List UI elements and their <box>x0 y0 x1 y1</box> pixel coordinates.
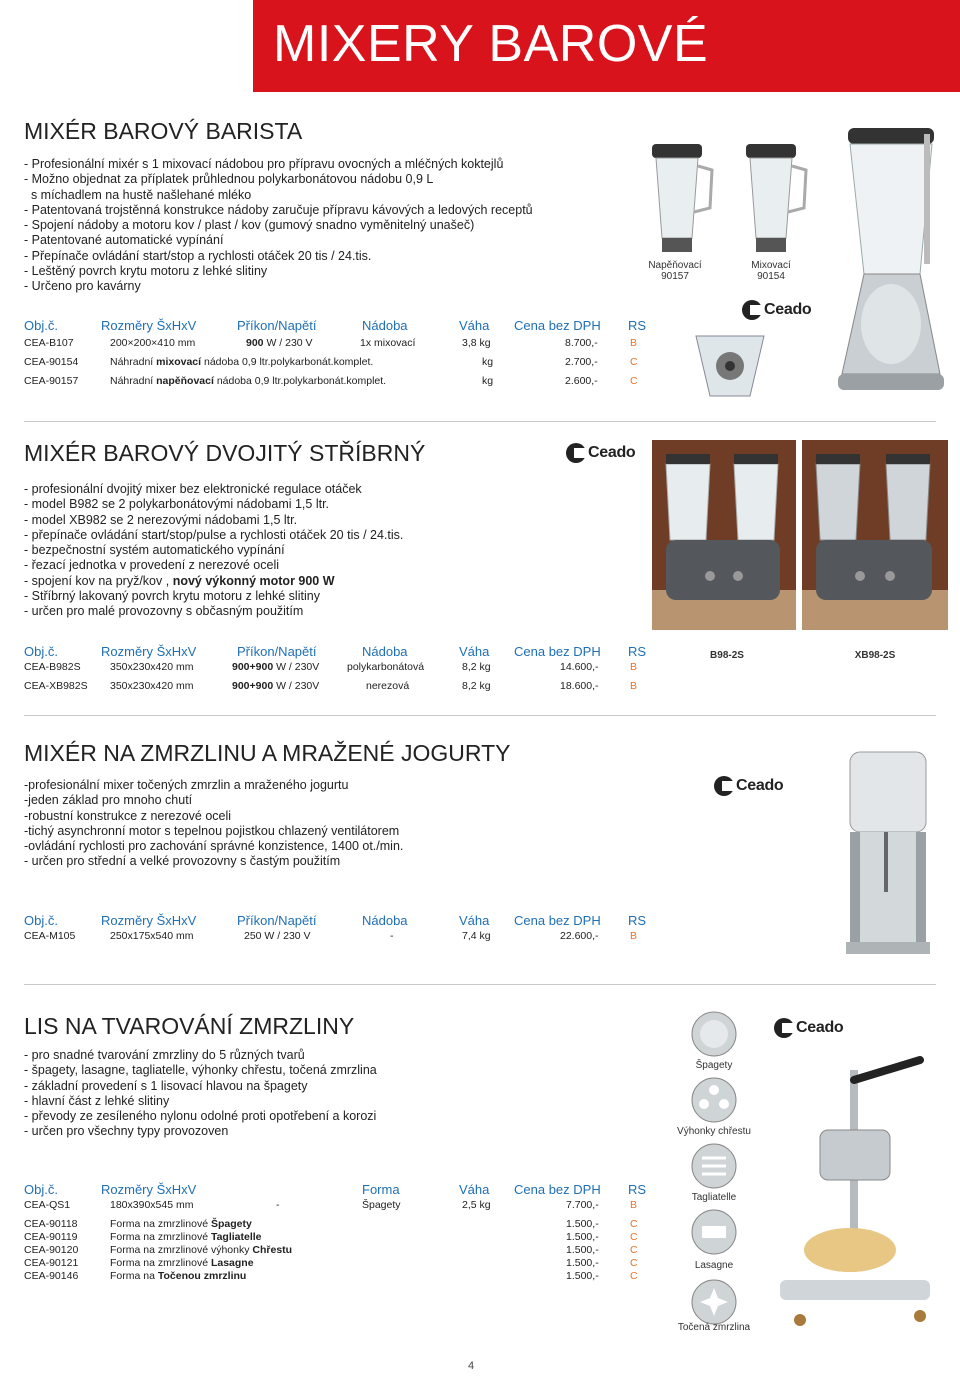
col-obj: Obj.č. <box>24 318 58 333</box>
ceado-logo-icon <box>774 1018 794 1038</box>
col-price: Cena bez DPH <box>514 318 601 333</box>
row-desc <box>110 375 386 387</box>
brand-name: Ceado <box>764 301 812 318</box>
caption-code: 90154 <box>757 271 785 282</box>
list-item: s míchadlem na hustě našlehané mléko <box>24 187 252 202</box>
col-power: Příkon/Napětí <box>237 913 317 928</box>
row-code: CEA-B982S <box>24 661 81 673</box>
row-power: 250 W / 230 V <box>244 930 311 942</box>
row-desc <box>110 1218 252 1230</box>
caption-code: 90157 <box>661 271 689 282</box>
list-item: -robustní konstrukce z nerezové oceli <box>24 808 232 823</box>
caption-frothing <box>630 260 720 282</box>
row-rs: C <box>630 1257 638 1269</box>
row-rs: C <box>630 1218 638 1230</box>
list-item: - základní provedení s 1 lisovací hlavou na špagety <box>24 1078 308 1093</box>
list-item: - model B982 se 2 polykarbonátovými nádobami 1,5 ltr. <box>24 497 330 512</box>
disc-spaghetti-image <box>690 1010 738 1058</box>
row-rs: C <box>630 1270 638 1282</box>
ice-cream-press-image <box>770 1050 950 1340</box>
b982s-image <box>652 440 796 630</box>
caption-mixing <box>726 260 816 282</box>
row-price: 2.600,- <box>565 375 598 387</box>
list-item: - Přepínače ovládání start/stop a rychlosti otáček 20 tis / 24.tis. <box>24 248 372 263</box>
disc-tagliatelle-image <box>690 1142 738 1190</box>
row-rs: B <box>630 337 638 349</box>
page-number: 4 <box>468 1360 475 1372</box>
list-item: - přepínače ovládání start/stop/pulse a rychlosti otáček 20 tis / 24.tis. <box>24 527 404 542</box>
disc-asparagus-image <box>690 1076 738 1124</box>
barista-mixer-image <box>828 124 952 402</box>
row-code: CEA-90121 <box>24 1257 79 1269</box>
list-item: - Určeno pro kavárny <box>24 279 141 294</box>
row-power-bold: 900 <box>246 337 264 349</box>
list-item: - Stříbrný lakovaný povrch krytu motoru z lehké slitiny <box>24 589 320 604</box>
row-power: - <box>276 1199 280 1211</box>
xb982s-image <box>802 440 948 630</box>
row-form: Špagety <box>362 1199 401 1211</box>
row-desc <box>110 1244 292 1256</box>
col-form: Forma <box>362 1182 400 1197</box>
row-code: CEA-90146 <box>24 1270 79 1282</box>
col-vessel: Nádoba <box>362 913 408 928</box>
disc-swirl-image <box>690 1278 738 1326</box>
col-dims: Rozměry ŠxHxV <box>101 318 197 333</box>
list-item: - Profesionální mixér s 1 mixovací nádobou pro přípravu ovocných a mléčných koktejlů <box>24 157 504 171</box>
col-rs: RS <box>628 1182 647 1197</box>
list-item: - Patentované automatické vypínání <box>24 233 224 248</box>
row-vessel: 1x mixovací <box>360 337 416 349</box>
caption-disc: Tagliatelle <box>691 1192 737 1203</box>
col-weight: Váha <box>459 318 490 333</box>
disc-lasagne-image <box>690 1208 738 1256</box>
row-vessel: nerezová <box>366 680 410 692</box>
row-rs: B <box>630 680 638 692</box>
row-weight: 2,5 kg <box>462 1199 491 1211</box>
row-code: CEA-90157 <box>24 375 79 387</box>
caption-xb982s: XB98-2S <box>854 650 896 661</box>
row-power-rest: W / 230V <box>273 661 320 673</box>
caption-disc: Výhonky chřestu <box>677 1126 751 1137</box>
row-dims: 250x175x540 mm <box>110 930 194 942</box>
row-desc-pre: Forma na zmrzlinové <box>110 1218 211 1230</box>
list-item: - Možno objednat za příplatek průhlednou polykarbonátovou nádobu 0,9 L <box>24 172 434 187</box>
list-item: - špagety, lasagne, tagliatelle, výhonky chřestu, točená zmrzlina <box>24 1063 377 1078</box>
row-desc <box>110 356 373 368</box>
list-item: - určen pro malé provozovny s občasným použitím <box>24 604 304 619</box>
barista-features <box>24 157 533 295</box>
col-obj: Obj.č. <box>24 1182 58 1197</box>
lis-features <box>24 1048 377 1140</box>
list-item: - Leštěný povrch krytu motoru z lehké slitiny <box>24 264 268 279</box>
caption-disc: Lasagne <box>694 1260 734 1271</box>
row-desc-bold: Točenou zmrzlinu <box>157 1270 247 1282</box>
row-vessel: - <box>390 930 394 942</box>
list-item: -tichý asynchronní motor s tepelnou pojistkou chlazený ventilátorem <box>24 823 400 838</box>
col-price: Cena bez DPH <box>514 1182 601 1197</box>
row-code: CEA-QS1 <box>24 1199 71 1211</box>
row-dims: 350x230x420 mm <box>110 661 194 673</box>
row-power <box>246 337 313 349</box>
list-item: -ovládání rychlosti pro zachování správné konzistence, 1400 ot./min. <box>24 839 404 854</box>
section-divider <box>24 421 936 422</box>
row-power-rest: W / 230V <box>273 680 320 692</box>
brand-name: Ceado <box>736 777 784 794</box>
row-desc <box>110 1270 246 1282</box>
ceado-logo <box>714 776 783 796</box>
caption-name: Mixovací <box>751 260 791 271</box>
row-desc-post: nádoba 0,9 ltr.polykarbonát.komplet. <box>213 375 387 387</box>
list-item: - pro snadné tvarování zmrzliny do 5 různých tvarů <box>24 1048 305 1062</box>
list-item: - hlavní část z lehké slitiny <box>24 1093 170 1108</box>
row-desc-bold: Chřestu <box>252 1244 293 1256</box>
row-weight: 7,4 kg <box>462 930 491 942</box>
row-price: 1.500,- <box>566 1244 599 1256</box>
row-price: 1.500,- <box>566 1218 599 1230</box>
section-divider <box>24 715 936 716</box>
row-desc-pre: Forma na zmrzlinové <box>110 1257 211 1269</box>
row-code: CEA-90118 <box>24 1218 78 1230</box>
row-desc-pre: Forma na zmrzlinové <box>110 1231 211 1243</box>
mixing-head-image <box>690 316 770 406</box>
row-desc-pre: Náhradní <box>110 356 157 368</box>
row-power <box>232 680 319 692</box>
col-obj: Obj.č. <box>24 913 58 928</box>
col-weight: Váha <box>459 913 490 928</box>
row-rs: C <box>630 356 638 368</box>
yogurt-mixer-image <box>830 742 940 962</box>
row-code: CEA-B107 <box>24 337 74 349</box>
row-price: 1.500,- <box>566 1231 599 1243</box>
section-title-barista: MIXÉR BAROVÝ BARISTA <box>24 118 303 144</box>
list-item: -profesionální mixer točených zmrzlin a mraženého jogurtu <box>24 778 349 792</box>
col-price: Cena bez DPH <box>514 913 601 928</box>
row-price: 2.700,- <box>565 356 598 368</box>
row-desc-bold: mixovací <box>156 356 202 368</box>
section-title-zmrzlina: MIXÉR NA ZMRZLINU A MRAŽENÉ JOGURTY <box>24 740 511 766</box>
list-item-bold: nový výkonný motor 900 W <box>172 573 335 588</box>
ceado-logo-icon <box>566 443 586 463</box>
banner-title: MIXERY BAROVÉ <box>273 15 709 73</box>
row-price: 8.700,- <box>565 337 598 349</box>
caption-disc: Špagety <box>695 1060 733 1071</box>
row-code: CEA-90120 <box>24 1244 79 1256</box>
list-item: - určen pro střední a velké provozovny s častým použitím <box>24 854 341 869</box>
row-power <box>232 661 319 673</box>
row-desc-bold: Lasagne <box>210 1257 254 1269</box>
row-weight: kg <box>482 356 494 368</box>
list-item: -jeden základ pro mnoho chutí <box>24 793 193 808</box>
row-desc <box>110 1257 254 1269</box>
col-obj: Obj.č. <box>24 644 58 659</box>
col-power: Příkon/Napětí <box>237 318 317 333</box>
col-dims: Rozměry ŠxHxV <box>101 644 197 659</box>
row-code: CEA-90154 <box>24 356 79 368</box>
brand-name: Ceado <box>588 444 636 461</box>
list-item: - model XB982 se 2 nerezovými nádobami 1,5 ltr. <box>24 512 298 527</box>
row-power-bold: 900+900 <box>232 661 274 673</box>
row-rs: C <box>630 1244 638 1256</box>
col-power: Příkon/Napětí <box>237 644 317 659</box>
row-weight: 8,2 kg <box>462 680 491 692</box>
row-rs: B <box>630 930 638 942</box>
row-desc <box>110 1231 262 1243</box>
col-rs: RS <box>628 318 647 333</box>
col-dims: Rozměry ŠxHxV <box>101 913 197 928</box>
row-dims: 350x230x420 mm <box>110 680 194 692</box>
list-item: - převody ze zesíleného nylonu odolné proti opotřebení a korozi <box>24 1109 377 1124</box>
col-weight: Váha <box>459 644 490 659</box>
col-vessel: Nádoba <box>362 644 408 659</box>
row-price: 22.600,- <box>560 930 599 942</box>
caption-disc: Točená zmrzlina <box>677 1322 751 1333</box>
row-code: CEA-90119 <box>24 1231 78 1243</box>
list-item: - řezací jednotka v provedení z nerezové oceli <box>24 558 279 573</box>
row-dims: 200×200×410 mm <box>110 337 196 349</box>
list-item-text: - spojení kov na pryž/kov , <box>24 573 173 588</box>
section-title-dvojity: MIXÉR BAROVÝ DVOJITÝ STŘÍBRNÝ <box>24 440 426 466</box>
row-dims: 180x390x545 mm <box>110 1199 194 1211</box>
row-weight: kg <box>482 375 494 387</box>
ceado-logo <box>774 1018 843 1038</box>
row-power-rest: W / 230 V <box>263 337 313 349</box>
caption-b982s: B98-2S <box>710 650 744 661</box>
row-price: 1.500,- <box>566 1257 599 1269</box>
ceado-logo <box>742 300 811 320</box>
row-desc-post: nádoba 0,9 ltr.polykarbonát.komplet. <box>201 356 374 368</box>
jug-frothing-image <box>640 138 730 258</box>
row-power-bold: 900+900 <box>232 680 274 692</box>
row-rs: C <box>630 1231 638 1243</box>
section-divider <box>24 984 936 985</box>
jug-mixing-image <box>738 138 828 258</box>
col-rs: RS <box>628 913 647 928</box>
list-item: - profesionální dvojitý mixer bez elektronické regulace otáček <box>24 482 362 496</box>
row-code: CEA-M105 <box>24 930 76 942</box>
row-rs: B <box>630 1199 638 1211</box>
dvojity-features <box>24 482 403 620</box>
row-desc-pre: Náhradní <box>110 375 157 387</box>
row-rs: C <box>630 375 638 387</box>
row-desc-bold: Tagliatelle <box>210 1231 262 1243</box>
row-rs: B <box>630 661 638 673</box>
list-item: - Patentovaná trojstěnná konstrukce nádoby zaručuje přípravu kávových a ledových receptů <box>24 202 533 217</box>
row-weight: 8,2 kg <box>462 661 491 673</box>
row-price: 1.500,- <box>566 1270 599 1282</box>
col-dims: Rozměry ŠxHxV <box>101 1182 197 1197</box>
zmrzlina-features <box>24 778 403 870</box>
row-desc-pre: Forma na <box>110 1270 158 1282</box>
ceado-logo <box>566 443 635 463</box>
col-rs: RS <box>628 644 647 659</box>
row-code: CEA-XB982S <box>24 680 88 692</box>
row-price: 18.600,- <box>560 680 599 692</box>
list-item: - určen pro všechny typy provozoven <box>24 1124 229 1139</box>
row-price: 7.700,- <box>566 1199 599 1211</box>
col-weight: Váha <box>459 1182 490 1197</box>
caption-name: Napěňovací <box>648 260 702 271</box>
list-item: - Spojení nádoby a motoru kov / plast / kov (gumový snadno vyměnitelný unašeč) <box>24 218 475 233</box>
row-desc-bold: Špagety <box>210 1218 252 1230</box>
col-vessel: Nádoba <box>362 318 408 333</box>
row-weight: 3,8 kg <box>462 337 491 349</box>
col-price: Cena bez DPH <box>514 644 601 659</box>
list-item <box>24 574 403 589</box>
brand-name: Ceado <box>796 1019 844 1036</box>
page-banner <box>253 0 960 92</box>
ceado-logo-icon <box>742 300 762 320</box>
section-title-lis: LIS NA TVAROVÁNÍ ZMRZLINY <box>24 1013 355 1039</box>
row-desc-pre: Forma na zmrzlinové výhonky <box>110 1244 253 1256</box>
ceado-logo-icon <box>714 776 734 796</box>
row-desc-bold: napěňovací <box>156 375 214 387</box>
list-item: - bezpečnostní systém automatického vypínání <box>24 543 285 558</box>
row-price: 14.600,- <box>560 661 599 673</box>
row-vessel: polykarbonátová <box>347 661 425 673</box>
